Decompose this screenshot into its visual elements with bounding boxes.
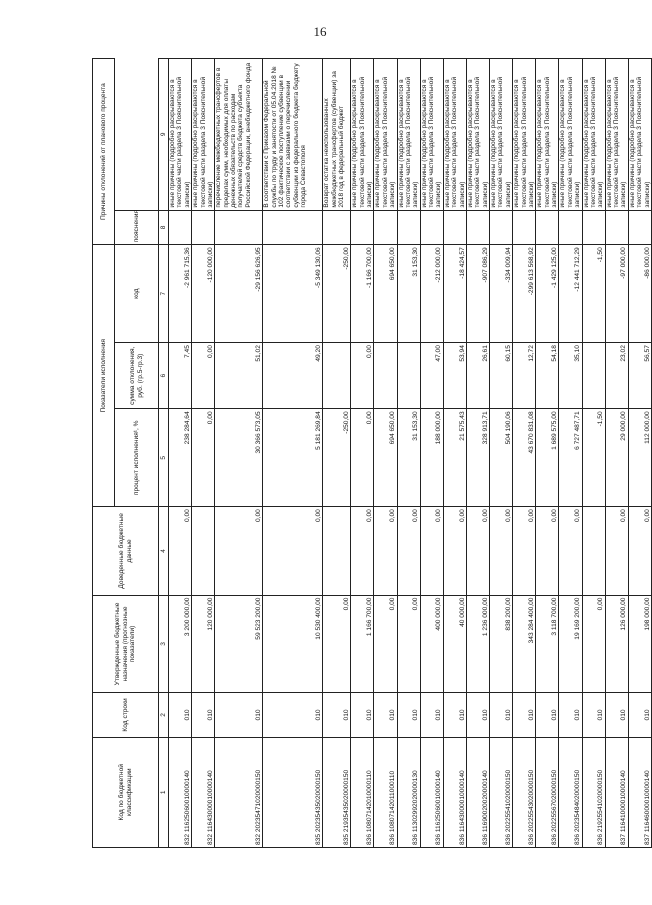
- cell-approved: 400 000,00: [420, 595, 443, 693]
- cell-explanation: иные причины (подробно раскрываются в текстовой части раздела 3 Пояснительной записки): [513, 59, 536, 211]
- cell-explanation: иные причины (подробно раскрываются в текстовой части раздела 3 Пояснительной записки): [397, 59, 420, 211]
- cell-delivered: 0,00: [420, 507, 443, 595]
- cell-delivered: 0,00: [263, 507, 323, 595]
- budget-execution-table: [92, 58, 652, 848]
- cell-executed: 238 284,64: [169, 409, 192, 507]
- cell-line-code: 010: [628, 693, 651, 737]
- cell-line-code: 010: [192, 693, 215, 737]
- cell-percent: [374, 343, 397, 409]
- column-number: 9: [159, 59, 169, 211]
- cell-line-code: 010: [443, 693, 466, 737]
- cell-percent: 35,10: [559, 343, 582, 409]
- column-number: 5: [159, 409, 169, 507]
- cell-reason-code: [466, 210, 489, 245]
- cell-line-code: 010: [490, 693, 513, 737]
- cell-delivered: 0,00: [513, 507, 536, 595]
- cell-approved: 120 000,00: [192, 595, 215, 693]
- cell-kbk: 832 20235471020000150: [215, 737, 263, 847]
- cell-percent: 51,02: [215, 343, 263, 409]
- cell-delivered: [582, 507, 605, 595]
- cell-reason-code: [323, 210, 351, 245]
- cell-explanation: иные причины (подробно раскрываются в текстовой части раздела 3 Пояснительной записки): [420, 59, 443, 211]
- table-row: [513, 59, 536, 848]
- cell-deviation: -97 000,00: [605, 245, 628, 343]
- cell-line-code: 010: [420, 693, 443, 737]
- cell-approved: 40 000,00: [443, 595, 466, 693]
- cell-approved: 0,00: [397, 595, 420, 693]
- column-number: 2: [159, 693, 169, 737]
- cell-kbk: 837 11641000010000140: [605, 737, 628, 847]
- cell-kbk: 836 10807142010000110: [351, 737, 374, 847]
- cell-explanation: перечисление межбюджетных трансфертов в пределах сумм, необходимых для оплаты денежных обязательств по расходам получателей средств бюджета субъекта Российской Федерации, внебюджетного фонда: [215, 59, 263, 211]
- cell-line-code: 010: [559, 693, 582, 737]
- cell-kbk: 836 20235484020000150: [559, 737, 582, 847]
- column-number-row: [159, 59, 169, 848]
- cell-deviation: -212 000,00: [420, 245, 443, 343]
- cell-deviation: -334 009,94: [490, 245, 513, 343]
- cell-deviation: -250,00: [323, 245, 351, 343]
- page-number: 16: [313, 24, 327, 39]
- cell-reason-code: [397, 210, 420, 245]
- cell-reason-code: [215, 210, 263, 245]
- table-row: [582, 59, 605, 848]
- cell-reason-code: [263, 210, 323, 245]
- cell-line-code: 010: [169, 693, 192, 737]
- cell-line-code: 010: [323, 693, 351, 737]
- cell-deviation: 694 650,00: [374, 245, 397, 343]
- rotated-table-wrapper: [92, 58, 651, 848]
- cell-approved: 19 169 200,00: [559, 595, 582, 693]
- cell-deviation: -1 166 700,00: [351, 245, 374, 343]
- cell-percent: 49,20: [263, 343, 323, 409]
- cell-reason-code: [605, 210, 628, 245]
- cell-reason-code: [374, 210, 397, 245]
- cell-approved: 59 523 200,00: [215, 595, 263, 693]
- header-approved: Утвержденные бюджетные назначения (прогнозные показатели): [93, 595, 159, 693]
- cell-explanation: иные причины (подробно раскрываются в текстовой части раздела 3 Пояснительной записки): [582, 59, 605, 211]
- cell-approved: 10 530 400,00: [263, 595, 323, 693]
- cell-approved: 1 236 000,00: [466, 595, 489, 693]
- cell-executed: 43 670 831,08: [513, 409, 536, 507]
- cell-kbk: 836 11643000010000140: [443, 737, 466, 847]
- cell-explanation: иные причины (подробно раскрываются в текстовой части раздела 3 Пояснительной записки): [351, 59, 374, 211]
- cell-line-code: 010: [263, 693, 323, 737]
- cell-reason-code: [536, 210, 559, 245]
- cell-deviation: -299 613 568,92: [513, 245, 536, 343]
- cell-approved: 126 000,00: [605, 595, 628, 693]
- cell-explanation: Возврат остатка неиспользованных межбюджетных трансфертов (субвенции) за 2018 год в федеральный бюджет: [323, 59, 351, 211]
- header-execution-group: Показатели исполнения: [93, 245, 115, 507]
- cell-deviation: -1,50: [582, 245, 605, 343]
- table-row: [351, 59, 374, 848]
- cell-delivered: 0,00: [351, 507, 374, 595]
- cell-delivered: 0,00: [536, 507, 559, 595]
- cell-line-code: 010: [605, 693, 628, 737]
- cell-percent: 0,00: [192, 343, 215, 409]
- cell-kbk: 832 11625060010000140: [169, 737, 192, 847]
- cell-delivered: 0,00: [628, 507, 651, 595]
- table-row: [323, 59, 351, 848]
- cell-executed: 694 650,00: [374, 409, 397, 507]
- cell-deviation: -18 424,57: [443, 245, 466, 343]
- table-row: [559, 59, 582, 848]
- cell-delivered: 0,00: [215, 507, 263, 595]
- header-reasons-group: Причины отклонений от планового процента: [93, 59, 115, 245]
- cell-percent: 56,57: [628, 343, 651, 409]
- cell-percent: [582, 343, 605, 409]
- cell-line-code: 010: [397, 693, 420, 737]
- table-row: [263, 59, 323, 848]
- cell-percent: [323, 343, 351, 409]
- cell-explanation: иные причины (подробно раскрываются в текстовой части раздела 3 Пояснительной записки): [374, 59, 397, 211]
- cell-kbk: 832 11643000010000140: [192, 737, 215, 847]
- cell-deviation: -2 961 715,36: [169, 245, 192, 343]
- cell-line-code: 010: [536, 693, 559, 737]
- cell-percent: 47,00: [420, 343, 443, 409]
- cell-explanation: иные причины (подробно раскрываются в текстовой части раздела 3 Пояснительной записки): [559, 59, 582, 211]
- cell-percent: 23,02: [605, 343, 628, 409]
- cell-reason-code: [628, 210, 651, 245]
- table-row: [420, 59, 443, 848]
- cell-kbk: 836 11690020020000140: [466, 737, 489, 847]
- cell-explanation: В соответствии с Приказом Федеральной службы по труду и занятости от 05.04.2018 № 102 фактическое поступление субвенции в соответствии с заявками о перечислении субвенции из федерального бюджета бюджету города Севастополя: [263, 59, 323, 211]
- cell-deviation: -907 086,29: [466, 245, 489, 343]
- cell-percent: 26,61: [466, 343, 489, 409]
- cell-executed: -250,00: [323, 409, 351, 507]
- table-row: [443, 59, 466, 848]
- cell-explanation: иные причины (подробно раскрываются в текстовой части раздела 3 Пояснительной записки): [605, 59, 628, 211]
- header-kbk: Код по бюджетной классификации: [93, 737, 159, 847]
- table-row: [605, 59, 628, 848]
- table-row: [374, 59, 397, 848]
- cell-deviation: 31 153,30: [397, 245, 420, 343]
- cell-kbk: 836 21925541020000150: [582, 737, 605, 847]
- cell-approved: 3 118 700,00: [536, 595, 559, 693]
- column-number: 3: [159, 595, 169, 693]
- cell-explanation: иные причины (подробно раскрываются в текстовой части раздела 3 Пояснительной записки): [628, 59, 651, 211]
- cell-delivered: 0,00: [397, 507, 420, 595]
- cell-executed: -1,50: [582, 409, 605, 507]
- cell-executed: 5 181 269,84: [263, 409, 323, 507]
- cell-line-code: 010: [215, 693, 263, 737]
- cell-approved: 0,00: [582, 595, 605, 693]
- cell-reason-code: [559, 210, 582, 245]
- column-number: 4: [159, 507, 169, 595]
- table-row: [192, 59, 215, 848]
- cell-executed: 504 190,06: [490, 409, 513, 507]
- cell-explanation: иные причины (подробно раскрываются в текстовой части раздела 3 Пояснительной записки): [192, 59, 215, 211]
- cell-delivered: [323, 507, 351, 595]
- header-reason-code: код: [115, 245, 159, 343]
- cell-delivered: 0,00: [490, 507, 513, 595]
- cell-delivered: 0,00: [605, 507, 628, 595]
- header-percent: процент исполнения¹, %: [115, 409, 159, 507]
- cell-approved: 0,00: [374, 595, 397, 693]
- cell-kbk: 836 11625060010000140: [420, 737, 443, 847]
- cell-delivered: [192, 507, 215, 595]
- table-row: [397, 59, 420, 848]
- table-row: [490, 59, 513, 848]
- cell-deviation: -86 000,00: [628, 245, 651, 343]
- cell-executed: 112 000,00: [628, 409, 651, 507]
- cell-reason-code: [169, 210, 192, 245]
- cell-deviation: -29 156 626,95: [215, 245, 263, 343]
- cell-line-code: 010: [466, 693, 489, 737]
- cell-delivered: 0,00: [466, 507, 489, 595]
- cell-kbk: 837 11646000010000140: [628, 737, 651, 847]
- cell-executed: 0,00: [351, 409, 374, 507]
- cell-approved: 198 000,00: [628, 595, 651, 693]
- table-row: [466, 59, 489, 848]
- cell-delivered: 0,00: [374, 507, 397, 595]
- cell-kbk: 836 20225543020000150: [513, 737, 536, 847]
- cell-kbk: 835 20235435020000150: [263, 737, 323, 847]
- cell-explanation: иные причины (подробно раскрываются в текстовой части раздела 3 Пояснительной записки): [536, 59, 559, 211]
- header-line-code: Код строки: [93, 693, 159, 737]
- cell-executed: 29 000,00: [605, 409, 628, 507]
- cell-reason-code: [420, 210, 443, 245]
- column-number: 8: [159, 210, 169, 245]
- cell-reason-code: [192, 210, 215, 245]
- cell-line-code: 010: [351, 693, 374, 737]
- cell-approved: 343 284 400,00: [513, 595, 536, 693]
- cell-reason-code: [513, 210, 536, 245]
- cell-line-code: 010: [374, 693, 397, 737]
- cell-delivered: 0,00: [559, 507, 582, 595]
- cell-executed: 21 575,43: [443, 409, 466, 507]
- cell-line-code: 010: [582, 693, 605, 737]
- cell-explanation: иные причины (подробно раскрываются в текстовой части раздела 3 Пояснительной записки): [443, 59, 466, 211]
- cell-percent: 7,45: [169, 343, 192, 409]
- cell-executed: 328 913,71: [466, 409, 489, 507]
- cell-approved: 1 166 700,00: [351, 595, 374, 693]
- cell-executed: 30 366 573,05: [215, 409, 263, 507]
- cell-approved: 838 200,00: [490, 595, 513, 693]
- cell-kbk: 836 20225541020000150: [490, 737, 513, 847]
- column-number: 7: [159, 245, 169, 343]
- cell-deviation: -5 349 130,06: [263, 245, 323, 343]
- column-number: 1: [159, 737, 169, 847]
- header-delivered: Доведенные бюджетные данные: [93, 507, 159, 595]
- cell-kbk: 836 20225567020000150: [536, 737, 559, 847]
- cell-line-code: 010: [513, 693, 536, 737]
- cell-percent: 0,00: [351, 343, 374, 409]
- cell-executed: 188 000,00: [420, 409, 443, 507]
- cell-executed: 31 153,30: [397, 409, 420, 507]
- cell-percent: 53,94: [443, 343, 466, 409]
- cell-reason-code: [351, 210, 374, 245]
- cell-deviation: -120 000,00: [192, 245, 215, 343]
- header-explanation: пояснения: [115, 210, 159, 245]
- cell-kbk: 836 11302992020000130: [397, 737, 420, 847]
- table-row: [628, 59, 651, 848]
- cell-executed: 1 689 575,00: [536, 409, 559, 507]
- cell-deviation: -12 441 712,29: [559, 245, 582, 343]
- cell-kbk: 836 10807142011000110: [374, 737, 397, 847]
- table-row: [536, 59, 559, 848]
- cell-kbk: 835 21935435020000150: [323, 737, 351, 847]
- header-deviation: сумма отклонения, руб. (гр.5-гр.3): [115, 343, 159, 409]
- cell-executed: 0,00: [192, 409, 215, 507]
- cell-reason-code: [490, 210, 513, 245]
- cell-approved: 3 200 000,00: [169, 595, 192, 693]
- cell-explanation: иные причины (подробно раскрываются в текстовой части раздела 3 Пояснительной записки): [169, 59, 192, 211]
- cell-percent: [397, 343, 420, 409]
- cell-explanation: иные причины (подробно раскрываются в текстовой части раздела 3 Пояснительной записки): [466, 59, 489, 211]
- cell-delivered: 0,00: [169, 507, 192, 595]
- cell-percent: 54,18: [536, 343, 559, 409]
- cell-delivered: 0,00: [443, 507, 466, 595]
- column-number: 6: [159, 343, 169, 409]
- table-body: [169, 59, 652, 848]
- cell-explanation: иные причины (подробно раскрываются в текстовой части раздела 3 Пояснительной записки): [490, 59, 513, 211]
- table-row: [169, 59, 192, 848]
- cell-executed: 6 727 487,71: [559, 409, 582, 507]
- cell-reason-code: [582, 210, 605, 245]
- cell-approved: 0,00: [323, 595, 351, 693]
- table-row: [215, 59, 263, 848]
- cell-percent: 60,15: [490, 343, 513, 409]
- cell-deviation: -1 429 125,00: [536, 245, 559, 343]
- cell-percent: 12,72: [513, 343, 536, 409]
- cell-reason-code: [443, 210, 466, 245]
